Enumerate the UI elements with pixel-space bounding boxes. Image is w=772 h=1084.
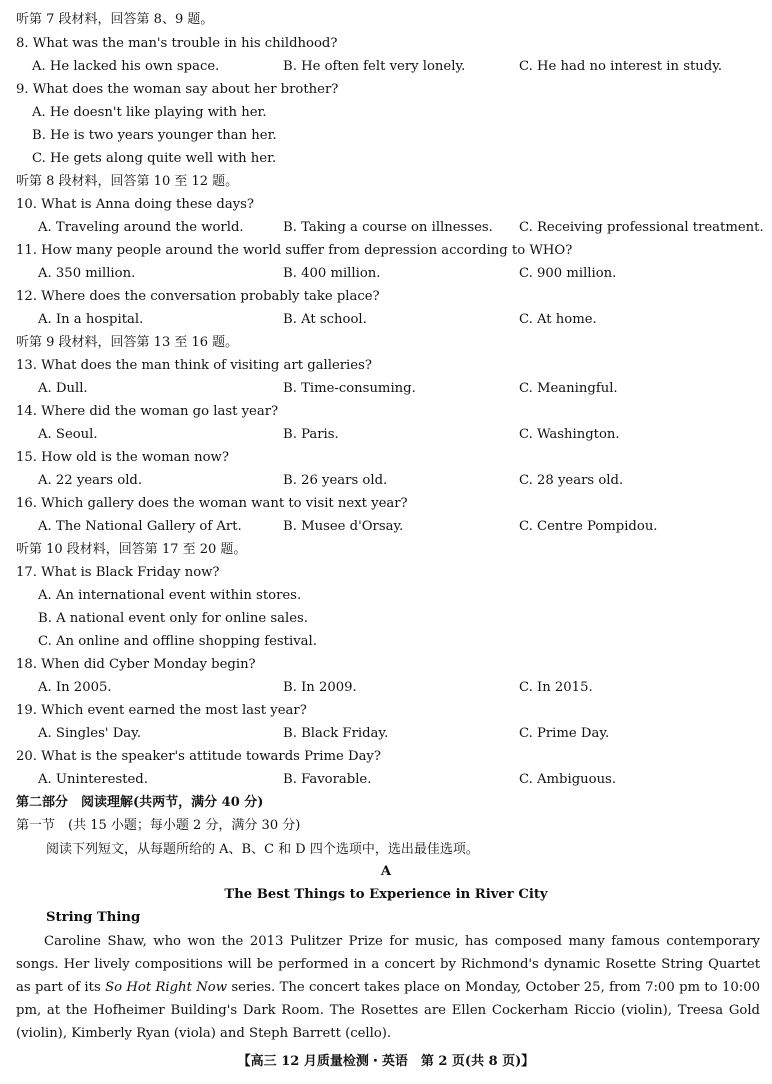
q13-option-c: C. Meaningful.: [519, 381, 618, 396]
q14-option-a: A. Seoul.: [38, 427, 98, 442]
q15-option-b: B. 26 years old.: [283, 473, 388, 488]
question-10: 10. What is Anna doing these days?: [16, 197, 254, 212]
paragraph-text-1: Caroline Shaw, who won the 2013 Pulitzer Prize for music, has composed many famous contemporary songs. Her lively compositions will be performed in a concert by Richmond's dynamic Rosette String Quartet as part of its: [16, 934, 760, 995]
page-footer: 【高三 12 月质量检测・英语 第 2 页(共 8 页)】: [237, 1054, 535, 1069]
reading-instruction: 阅读下列短文，从每题所给的 A、B、C 和 D 四个选项中，选出最佳选项。: [46, 842, 479, 857]
passage-letter: A: [380, 864, 392, 879]
q15-option-a: A. 22 years old.: [38, 473, 143, 488]
section-intro-10: 听第 10 段材料，回答第 17 至 20 题。: [16, 542, 247, 557]
q11-option-b: B. 400 million.: [283, 266, 381, 281]
q15-option-c: C. 28 years old.: [519, 473, 624, 488]
q14-option-b: B. Paris.: [283, 427, 339, 442]
passage-subheading: String Thing: [46, 910, 141, 925]
question-20: 20. What is the speaker's attitude towards Prime Day?: [16, 749, 381, 764]
q10-option-b: B. Taking a course on illnesses.: [283, 220, 493, 235]
q19-option-c: C. Prime Day.: [519, 726, 610, 741]
q10-option-a: A. Traveling around the world.: [38, 220, 244, 235]
section-intro-7: 听第 7 段材料，回答第 8、9 题。: [16, 12, 214, 27]
q12-option-a: A. In a hospital.: [38, 312, 144, 327]
question-16: 16. Which gallery does the woman want to visit next year?: [16, 496, 408, 511]
question-11: 11. How many people around the world suffer from depression according to WHO?: [16, 243, 573, 258]
section-intro-9: 听第 9 段材料，回答第 13 至 16 题。: [16, 335, 239, 350]
question-9: 9. What does the woman say about her brother?: [16, 82, 339, 97]
q12-option-c: C. At home.: [519, 312, 597, 327]
part-two-heading: 第二部分 阅读理解(共两节，满分 40 分): [16, 795, 264, 810]
question-8: 8. What was the man's trouble in his childhood?: [16, 36, 338, 51]
q12-option-b: B. At school.: [283, 312, 367, 327]
q18-option-a: A. In 2005.: [38, 680, 112, 695]
question-19: 19. Which event earned the most last year?: [16, 703, 307, 718]
q20-option-a: A. Uninterested.: [38, 772, 148, 787]
q20-option-b: B. Favorable.: [283, 772, 372, 787]
series-title: So Hot Right Now: [105, 980, 228, 995]
section-intro-8: 听第 8 段材料，回答第 10 至 12 题。: [16, 174, 239, 189]
passage-title: The Best Things to Experience in River City: [224, 887, 548, 902]
passage-paragraph: [16, 930, 760, 1045]
q9-option-c: C. He gets along quite well with her.: [32, 151, 277, 166]
paragraph-text-2: series. The concert takes place on Monday, October 25, from 7:00 pm to 10:00 pm, at the Hofheimer Building's Dark Room. The Rosettes are Ellen Cockerham Riccio (violin), Treesa Gold (violin), Kimberly Ryan (viola) and Steph Barrett (cello).: [16, 980, 760, 1041]
question-18: 18. When did Cyber Monday begin?: [16, 657, 256, 672]
q9-option-b: B. He is two years younger than her.: [32, 128, 277, 143]
q13-option-b: B. Time-consuming.: [283, 381, 416, 396]
q8-option-c: C. He had no interest in study.: [519, 59, 723, 74]
q20-option-c: C. Ambiguous.: [519, 772, 617, 787]
q17-option-a: A. An international event within stores.: [38, 588, 302, 603]
question-14: 14. Where did the woman go last year?: [16, 404, 279, 419]
q19-option-a: A. Singles' Day.: [38, 726, 142, 741]
q11-option-a: A. 350 million.: [38, 266, 136, 281]
q9-option-a: A. He doesn't like playing with her.: [32, 105, 267, 120]
q18-option-b: B. In 2009.: [283, 680, 357, 695]
section-one-heading: 第一节 (共 15 小题；每小题 2 分，满分 30 分): [16, 818, 301, 833]
question-13: 13. What does the man think of visiting art galleries?: [16, 358, 372, 373]
question-12: 12. Where does the conversation probably take place?: [16, 289, 380, 304]
q14-option-c: C. Washington.: [519, 427, 620, 442]
q17-option-c: C. An online and offline shopping festival.: [38, 634, 317, 649]
question-17: 17. What is Black Friday now?: [16, 565, 220, 580]
q8-option-a: A. He lacked his own space.: [32, 59, 220, 74]
q17-option-b: B. A national event only for online sales.: [38, 611, 308, 626]
question-15: 15. How old is the woman now?: [16, 450, 229, 465]
q8-option-b: B. He often felt very lonely.: [283, 59, 466, 74]
q13-option-a: A. Dull.: [38, 381, 88, 396]
q16-option-c: C. Centre Pompidou.: [519, 519, 658, 534]
q11-option-c: C. 900 million.: [519, 266, 617, 281]
q19-option-b: B. Black Friday.: [283, 726, 389, 741]
q18-option-c: C. In 2015.: [519, 680, 593, 695]
q16-option-b: B. Musee d'Orsay.: [283, 519, 404, 534]
q16-option-a: A. The National Gallery of Art.: [38, 519, 242, 534]
q10-option-c: C. Receiving professional treatment.: [519, 220, 764, 235]
